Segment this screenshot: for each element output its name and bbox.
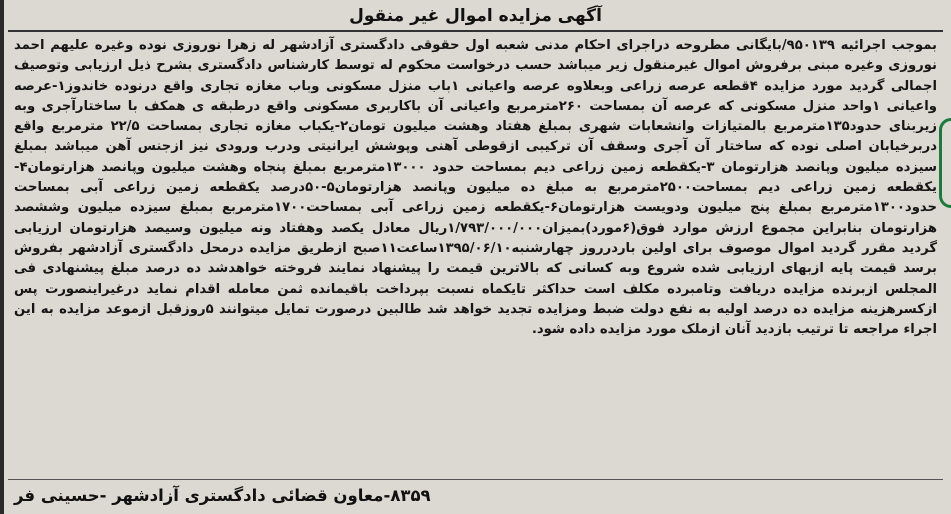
notice-title: آگهی مزایده اموال غیر منقول: [349, 6, 602, 26]
green-bracket-mark: [939, 118, 951, 208]
notice-signature: ۸۳۵۹-معاون قضائی دادگستری آزادشهر -حسینی فر: [14, 486, 431, 505]
signature-divider: [8, 479, 943, 480]
notice-body: بموجب اجرائیه ۹۵۰۱۳۹/بایگانی مطروحه دراجرای احکام مدنی شعبه اول حقوقی دادگستری آزادشهر له زهرا نوروزی نوده وغیره علیهم احمد نوروزی وغیره مبنی برفروش اموال غیرمنقول زیر میباشد حسب درخواست محکوم له توسط کارشناس دادگستری بشرح ذیل ارزیابی وتوصیف اجمالی گردید مورد مزایده ۴قطعه عرصه زراعی وبعلاوه عرصه واعیانی ۱باب منزل مسکونی وباب مغازه تجاری واقع درنوده خاندوز۱-عرصه واعیانی ۱واحد منزل مسکونی که عرصه آن بمساحت ۲۶۰مترمربع واعیانی آن باکاربری مسکونی واقع درطبقه ی همکف با ساختارآجری وبه زیربنای حدود۱۳۵مترمربع بالمتیازات وانشعابات شهری بمبلغ هفتاد وهشت میلیون تومان۲-یکباب مغازه تجاری بمساحت ۲۲/۵ مترمربع واقع دربرخیابان اصلی نوده که ساختار آن آجری وسقف آن ترکیبی ازقوطی آهنی وپوشش ایرانیتی ودرب ورودی نیز ازجنس آهن میباشد بمبلغ سیزده میلیون وپانصد هزارتومان ۳-یکقطعه زمین زراعی دیم بمساحت حدود ۱۳۰۰۰مترمربع بمبلغ پنجاه وهشت میلیون وپانصد هزارتومان۴- یکقطعه زمین زراعی دیم بمساحت۲۵۰۰مترمربع به مبلغ ده میلیون وپانصد هزارتومان۵-۵۰درصد یکقطعه زمین زراعی آبی بمساحت حدود۱۳۰۰مترمربع بمبلغ پنج میلیون ودویست هزارتومان۶-یکقطعه زمین زراعی آبی بمساحت۱۷۰۰مترمربع بمبلغ سیزده میلیون وششصد هزارتومان بنابراین مجموع ارزش موارد فوق(۶مورد)بمیزان۱/۷۹۳/۰۰۰/۰۰۰ریال معادل یکصد وهفتاد ونه میلیون وسیصد هزارتومان ارزیابی گردید مقرر گردید اموال موصوف برای اولین باردرروز چهارشنبه۱۳۹۵/۰۶/۱۰ساعت۱۱صبح ازطریق مزایده درمحل دادگستری آزادشهر بفروش برسد قیمت پایه ازبهای ارزیابی شده شروع وبه کسانی که بالاترین قیمت را پیشنهاد نمایند فروخته خواهدشد ده درصد مبلغ پیشنهادی فی المجلس ازبرنده مزایده دریافت وتامبرده مکلف است حداکثر تایکماه نسبت بپرداخت باقیمانده ثمن معامله اقدام نماید درغیراینصورت پس ازکسرهزینه مزایده ده درصد اولیه به نفع دولت ضبط ومزایده تجدید خواهد شد طالبین درصورت تمایل میتوانند ۵روزقبل ازموعد مزایده به این اجراء مراجعه تا ترتیب بازدید آنان ازملک مورد مزایده داده شود.: [14, 38, 938, 338]
title-divider: [8, 30, 943, 32]
scan-edge-strip: [0, 0, 4, 514]
